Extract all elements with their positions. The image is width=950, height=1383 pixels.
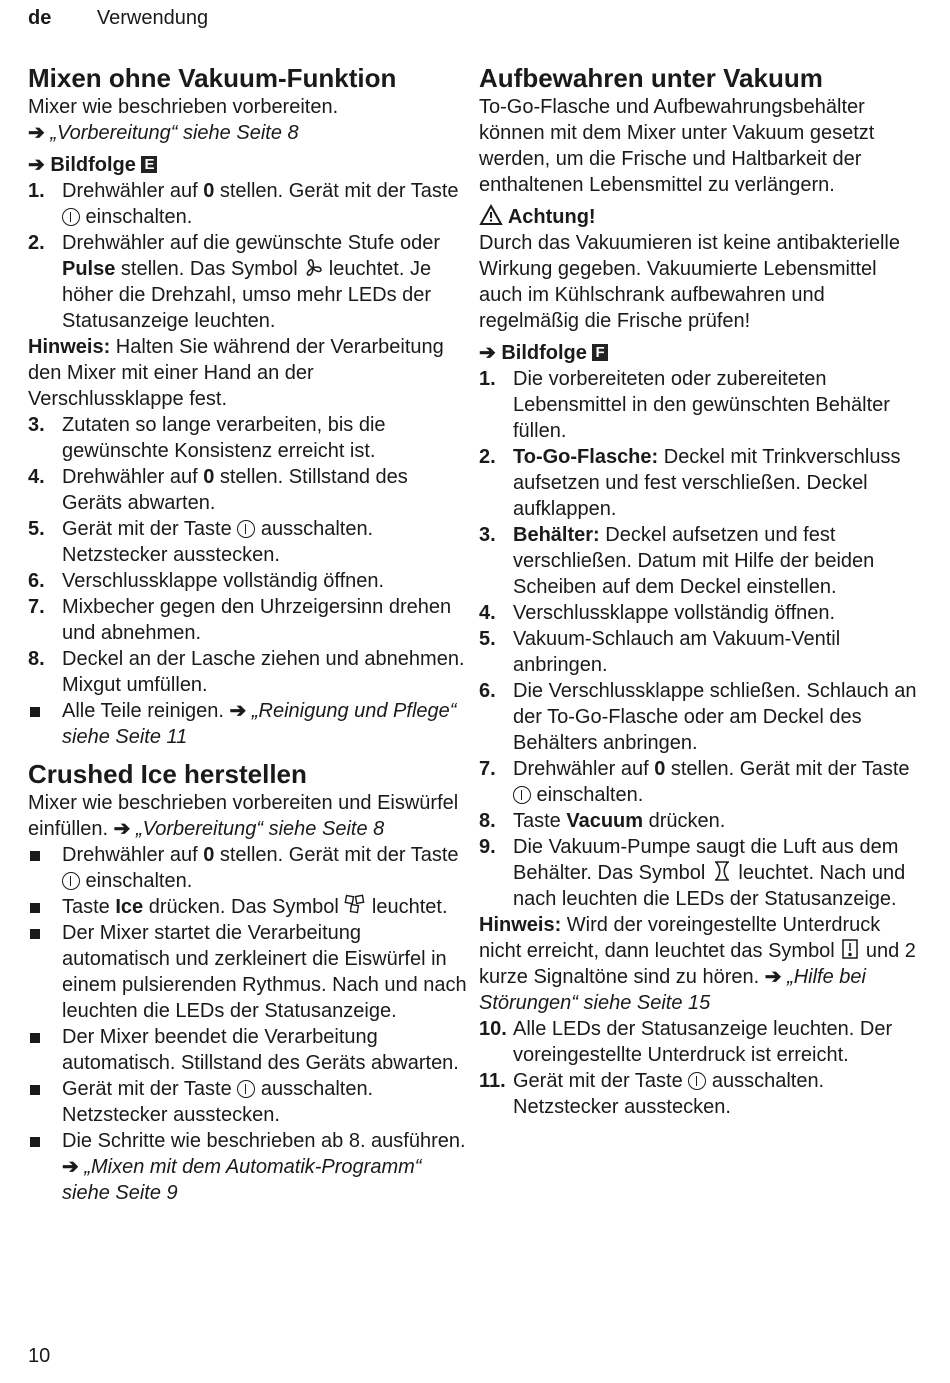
warning-triangle-icon — [479, 204, 503, 226]
list-item: 3. Zutaten so lange verarbeiten, bis die gewünschte Konsistenz erreicht ist. — [28, 414, 386, 462]
bullet-list — [28, 698, 473, 750]
ice-cubes-icon — [344, 894, 366, 916]
bullet-list — [28, 842, 473, 1206]
list-item: Die Schritte wie beschrieben ab 8. ausführen. ➔ „Mixen mit dem Automatik-Programm“ siehe Seite 9 — [28, 1128, 473, 1206]
bullet-square-icon — [30, 707, 40, 717]
list-item: Alle Teile reinigen. ➔ „Reinigung und Pflege“ siehe Seite 11 — [28, 698, 473, 750]
list-item: 4. Verschlussklappe vollständig öffnen. — [479, 602, 836, 624]
list-item: 6. Verschlussklappe vollständig öffnen. — [28, 570, 385, 592]
language-code: de — [28, 7, 52, 29]
steps-list — [479, 366, 919, 912]
arrow-icon: ➔ — [229, 700, 247, 722]
list-item: 9. Die Vakuum-Pumpe saugt die Luft aus dem Behälter. Das Symbol leuchtet. Nach und nach leuchten die LEDs der Statusanzeige. — [479, 836, 906, 910]
power-button-icon — [62, 208, 80, 226]
list-item: 10. Alle LEDs der Statusanzeige leuchten. Der voreingestellte Unterdruck ist erreicht. — [479, 1018, 893, 1066]
arrow-icon: ➔ — [479, 342, 496, 364]
power-button-icon — [237, 520, 255, 538]
intro-text: Mixer wie beschrieben vorbereiten. — [28, 96, 339, 118]
page-number: 10 — [28, 1345, 51, 1367]
intro-text: To-Go-Flasche und Aufbewahrungsbehälter können mit dem Mixer unter Vakuum gesetzt werden, um die Frische und Haltbarkeit der enthaltenen Lebensmittel zu verlängern. — [479, 96, 875, 196]
list-item: 3. Behälter: Deckel aufsetzen und fest verschließen. Datum mit Hilfe der beiden Scheiben auf dem Deckel einstellen. — [479, 524, 875, 598]
power-button-icon — [237, 1080, 255, 1098]
list-item: 11. Gerät mit der Taste ausschalten. Netzstecker ausstecken. — [479, 1070, 825, 1118]
fan-icon — [303, 258, 323, 278]
list-item: 2. To-Go-Flasche: Deckel mit Trinkverschluss aufsetzen und fest verschließen. Deckel aufklappen. — [479, 446, 901, 520]
reference: ➔ „Vorbereitung“ siehe Seite 8 — [28, 122, 299, 144]
arrow-icon: ➔ — [62, 1156, 79, 1178]
intro-text: Mixer wie beschrieben vorbereiten und Eiswürfel einfüllen. ➔ „Vorbereitung“ siehe Seite 8 — [28, 792, 459, 840]
hint-paragraph: Hinweis: Halten Sie während der Verarbeitung den Mixer mit einer Hand an der Verschlussklappe fest. — [28, 336, 444, 410]
sequence-letter-badge: E — [141, 156, 157, 173]
list-item: 7. Drehwähler auf 0 stellen. Gerät mit der Taste einschalten. — [479, 758, 910, 806]
list-item: 4. Drehwähler auf 0 stellen. Stillstand des Geräts abwarten. — [28, 466, 408, 514]
heading-mixen: Mixen ohne Vakuum-Funktion — [28, 63, 397, 93]
power-button-icon — [513, 786, 531, 804]
steps-list — [479, 1016, 919, 1120]
heading-vakuum: Aufbewahren unter Vakuum — [479, 63, 823, 93]
bullet-square-icon — [30, 903, 40, 913]
list-item: 8. Deckel an der Lasche ziehen und abnehmen. Mixgut umfüllen. — [28, 648, 465, 696]
arrow-icon: ➔ — [764, 966, 782, 988]
list-item: 5. Gerät mit der Taste ausschalten. Netzstecker ausstecken. — [28, 518, 374, 566]
power-button-icon — [688, 1072, 706, 1090]
list-item: 6. Die Verschlussklappe schließen. Schlauch an der To-Go-Flasche oder am Deckel des Behälters anbringen. — [479, 680, 917, 754]
heading-crushed-ice: Crushed Ice herstellen — [28, 759, 307, 789]
warning-title: Achtung! — [479, 204, 919, 230]
list-item: Taste Ice drücken. Das Symbol leuchtet. — [28, 894, 473, 920]
picture-sequence: ➔ Bildfolge E — [28, 152, 473, 178]
left-column — [28, 62, 473, 1206]
sequence-letter-badge: F — [592, 344, 607, 361]
section-title: Verwendung — [96, 7, 209, 29]
bullet-square-icon — [30, 1033, 40, 1043]
warning-text: Durch das Vakuumieren ist keine antibakterielle Wirkung gegeben. Vakuumierte Lebensmittel auch im Kühlschrank aufbewahren und regelmäßig die Frische prüfen! — [479, 232, 900, 332]
page-header — [28, 7, 208, 30]
list-item: Gerät mit der Taste ausschalten. Netzstecker ausstecken. — [28, 1076, 473, 1128]
bullet-square-icon — [30, 1137, 40, 1147]
list-item: Der Mixer beendet die Verarbeitung automatisch. Stillstand des Geräts abwarten. — [28, 1024, 473, 1076]
list-item: 1. Die vorbereiteten oder zubereiteten Lebensmittel in den gewünschten Behälter füllen. — [479, 368, 890, 442]
list-item: Drehwähler auf 0 stellen. Gerät mit der Taste einschalten. — [28, 842, 473, 894]
right-column — [479, 62, 919, 1120]
list-item: 2. Drehwähler auf die gewünschte Stufe oder Pulse stellen. Das Symbol leuchtet. Je höher die Drehzahl, umso mehr LEDs der Statusanzeige leuchten. — [28, 232, 441, 332]
list-item: 5. Vakuum-Schlauch am Vakuum-Ventil anbringen. — [479, 628, 841, 676]
arrow-icon: ➔ — [28, 122, 45, 144]
list-item: 7. Mixbecher gegen den Uhrzeigersinn drehen und abnehmen. — [28, 596, 452, 644]
bullet-square-icon — [30, 1085, 40, 1095]
steps-list — [28, 178, 473, 334]
list-item: 1. Drehwähler auf 0 stellen. Gerät mit der Taste einschalten. — [28, 180, 459, 228]
list-item: Der Mixer startet die Verarbeitung automatisch und zerkleinert die Eiswürfel in einem pulsierenden Rythmus. Nach und nach leuchten die LEDs der Statusanzeige. — [28, 920, 473, 1024]
vacuum-icon — [711, 860, 733, 882]
picture-sequence: ➔ Bildfolge F — [479, 340, 919, 366]
bullet-square-icon — [30, 851, 40, 861]
power-button-icon — [62, 872, 80, 890]
arrow-icon: ➔ — [28, 154, 45, 176]
vacuum-error-icon — [840, 938, 860, 960]
list-item: 8. Taste Vacuum drücken. — [479, 810, 726, 832]
arrow-icon: ➔ — [113, 818, 131, 840]
bullet-square-icon — [30, 929, 40, 939]
steps-list — [28, 412, 473, 698]
hint-paragraph: Hinweis: Wird der voreingestellte Unterdruck nicht erreicht, dann leuchtet das Symbol und 2 kurze Signaltöne sind zu hören. ➔ „Hilfe bei Störungen“ siehe Seite 15 — [479, 914, 916, 1014]
